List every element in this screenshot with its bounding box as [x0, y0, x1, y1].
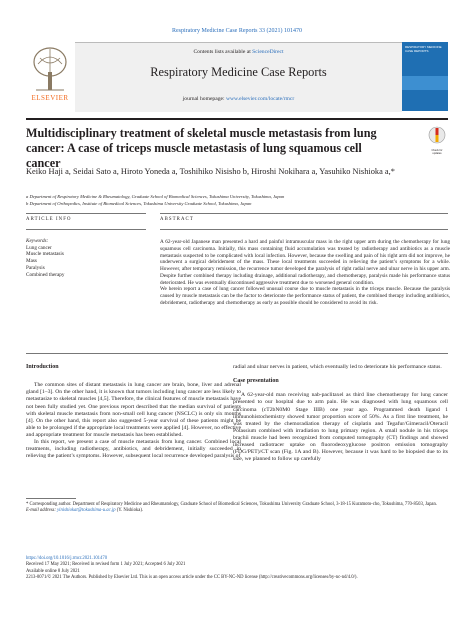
affiliation-b: b Department of Orthopedics, Institute of Biomedical Sciences, Tokushima University Graduate School, Tokushima, Japan	[26, 201, 252, 206]
case-presentation-heading: Case presentation	[233, 378, 279, 385]
email-link[interactable]: yinishiokat@tokushima-u.ac.jp	[57, 508, 116, 514]
keyword-item: Muscle metastasis	[26, 251, 64, 258]
abstract-paragraph: A 62-year-old Japanese man presented a hard and painful intramuscular mass in the right upper arm during the chemotherapy for lung squamous cell carcinoma. Initially, this mass containing fluid accumulation was treated by radiotherapy and antibiotics as a muscle metastasis suspected to be complicated with local infection. However, because the swelling and pain of his right arm did not improve, he underwent a surgical debridement of the mass. These local treatments succeeded in relieving the patient’s symptoms for a while. However, after temporary remission, the recurrence tumor developed the paralysis of right radial nerve and ulnar nerve in his upper arm. Despite further combined therapy including drainage, additional radiotherapy, and chemotherapy, paralysis made his performance status deteriorated. He was eventually discontinued aggressive treatment due to worsened general condition.	[160, 239, 450, 286]
corresponding-author: * Corresponding author. Department of Respiratory Medicine and Rheumatology, Graduate School of Biomedical Sciences, Tokushima University Graduate School, 3-18-15 Kuramoto-cho, Tokushima, 770-8503, Japan.	[26, 502, 438, 507]
email-line	[26, 508, 448, 514]
license-statement: 2213-0071/© 2021 The Authors. Published by Elsevier Ltd. This is an open access article under the CC BY-NC-ND license (http://creativecommons.org/licenses/by-nc-nd/4.0/).	[26, 575, 358, 581]
affiliation-a: a Department of Respiratory Medicine & Rheumatology, Graduate School of Biomedical Sciences, Tokushima University, Tokushima, Japan	[26, 194, 285, 199]
body-paragraph: The common sites of distant metastasis in lung cancer are brain, bone, liver and adrenal gland [1–3]. On the other hand, it is known that tumors including lung cancer are less likely to metastasize to skeletal muscles [4,5]. Therefore, the clinical features of muscle metastasis have not been fully studied yet. One previous report described that the median survival of patients with skeletal muscle metastasis from non-small cell lung cancer (NSCLC) is only six months [4]. On the other hand, this report also suggested 5-year survival of these patients might be able to be prolonged if the appropriate local treatments were applied [4]. However, no effective and appropriate treatment for muscle metastasis has been established.	[26, 382, 241, 438]
footnote-rule	[26, 498, 76, 499]
article-info-rule-mid	[26, 229, 146, 230]
journal-reference[interactable]: Respiratory Medicine Case Reports 33 (2021) 101470	[172, 28, 302, 34]
footnote	[26, 502, 448, 515]
elsevier-tree-icon	[32, 46, 68, 92]
abstract-paragraph: We herein report a case of lung cancer followed unusual course due to muscle metastasis in the triceps muscle. Because the paralysis caused by muscle metastasis can be the factor to deteriorate the performance status of patient, the combined therapy including antibiotics, debridement, radiotherapy and chemotherapy as early as possible should be considered to avoid its risk.	[160, 286, 450, 307]
journal-header	[26, 42, 448, 111]
check-for-updates-badge[interactable]	[428, 126, 446, 155]
article-title: Multidisciplinary treatment of skeletal muscle metastasis from lung cancer: A case of triceps muscle metastasis of lung squamous cell cancer	[26, 126, 377, 170]
article-info-rule-top	[26, 213, 146, 214]
homepage-link[interactable]: www.elsevier.com/locate/rmcr	[225, 96, 295, 102]
abstract-rule-mid	[160, 229, 448, 230]
body-paragraph: A 62-year-old man receiving nab-paclitaxel as third line chemotherapy for lung cancer presented to our hospital due to arm pain. He was diagnosed with lung squamous cell carcinoma (cT2bN0M0 Stage IIIB) one year ago. Programmed death ligand 1 immunohistochemistry showed tumor proportion score of 50%. As a first line treatment, he was treated by the chemoradiation therapy of cisplatin and Tegafur/Gimeracil/Oteracil Potassium combined with irradiation to lung primary region. A small nodule in his triceps brachii muscle had been recognized from computed tomography (CT) findings and showed increased radiotracer uptake on fluorodeoxyglucose positron emission tomography (FDG/PET)/CT scan (Fig. 1A and B). However, because it was hard to be biopsied due to its size, we planned to follow up carefully	[233, 392, 448, 463]
introduction-heading: Introduction	[26, 364, 59, 370]
journal-banner	[75, 42, 402, 112]
keyword-item: Lung cancer	[26, 244, 52, 251]
contents-prefix: Contents lists available at	[193, 49, 253, 55]
crossmark-icon	[428, 126, 446, 144]
journal-title: Respiratory Medicine Case Reports	[150, 65, 327, 79]
email-label: E-mail address:	[26, 508, 58, 514]
affiliations	[26, 193, 448, 207]
abstract-heading: ABSTRACT	[160, 217, 194, 222]
article-info-heading: ARTICLE INFO	[26, 217, 72, 222]
keyword-item: Combined therapy	[26, 271, 65, 278]
email-suffix: (Y. Nishioka).	[115, 508, 144, 514]
keyword-item: Mass	[26, 258, 37, 265]
left-column	[26, 364, 241, 461]
keywords-block	[26, 238, 146, 278]
article-footer	[26, 556, 448, 582]
abstract-rule-top	[160, 213, 448, 214]
homepage-line	[75, 96, 402, 102]
body-paragraph-continued: radial and ulnar nerves in patient, which eventually led to deteriorate his performance status.	[233, 364, 442, 370]
contents-line	[75, 49, 402, 55]
elsevier-logo[interactable]	[26, 42, 74, 111]
doi-link[interactable]: https://doi.org/10.1016/j.rmcr.2021.101470	[26, 556, 108, 561]
right-column	[233, 364, 448, 464]
keywords-label: Keywords:	[26, 238, 49, 244]
cover-title: RESPIRATORY MEDICINE CASE REPORTS	[405, 45, 442, 53]
sciencedirect-link[interactable]: ScienceDirect	[252, 49, 284, 55]
available-online: Available online 8 July 2021	[26, 568, 80, 574]
journal-cover-image[interactable]	[402, 42, 448, 111]
elsevier-wordmark: ELSEVIER	[31, 94, 69, 102]
header-divider	[26, 118, 448, 120]
cover-stripe	[402, 76, 448, 90]
keyword-item: Paralysis	[26, 264, 45, 271]
homepage-prefix: journal homepage:	[182, 96, 226, 102]
abstract-body	[160, 239, 450, 307]
body-paragraph: In this report, we present a case of muscle metastasis from lung cancer. Combined local treatments, including radiotherapy, antibiotics, and debridement, initially succeeded in relieving the patient’s symptoms. However, subsequent local recurrence developed paralysis of	[26, 439, 241, 460]
received-dates: Received 17 May 2021; Received in revised form 1 July 2021; Accepted 6 July 2021	[26, 562, 186, 568]
abstract-rule-bottom	[26, 353, 448, 354]
author-list: Keiko Haji a, Seidai Sato a, Hiroto Yoneda a, Toshihiko Nisisho b, Hiroshi Nokihara a, Yasuhiko Nishioka a,*	[26, 167, 395, 176]
check-for-updates-label: Check for updates	[431, 149, 443, 155]
